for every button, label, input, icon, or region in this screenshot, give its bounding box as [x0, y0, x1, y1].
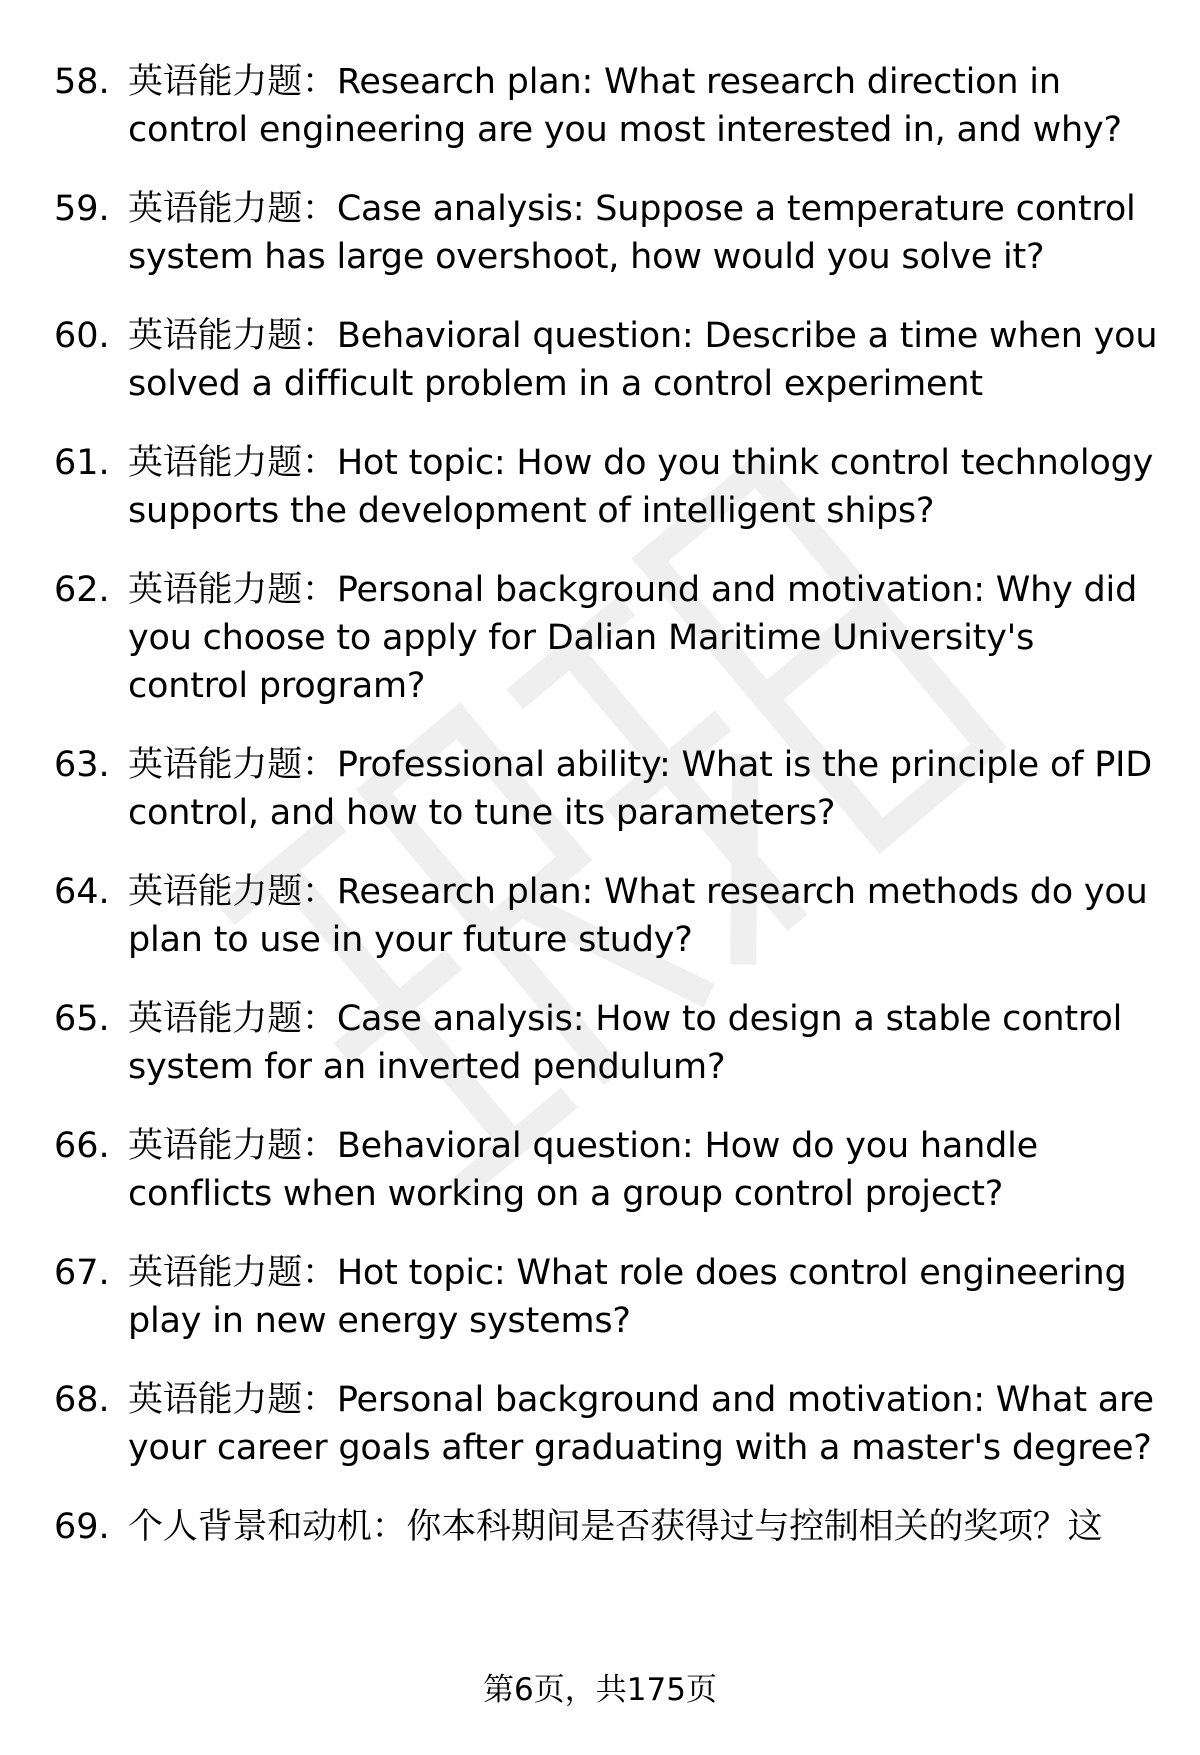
- question-list: [54, 58, 1164, 1551]
- question-item: [54, 868, 1164, 964]
- question-text: [128, 1503, 1164, 1551]
- question-prefix: 英语能力题：: [128, 1253, 337, 1293]
- question-item: [54, 312, 1164, 408]
- question-number: 62.: [54, 570, 110, 610]
- question-prefix: 英语能力题：: [128, 189, 337, 229]
- question-number: 65.: [54, 999, 110, 1039]
- question-body: Research plan: What research methods do you plan to use in your future study?: [128, 872, 1148, 960]
- question-number: 68.: [54, 1380, 110, 1420]
- question-number: 61.: [54, 443, 110, 483]
- question-number: 58.: [54, 62, 110, 102]
- question-body: Case analysis: Suppose a temperature control system has large overshoot, how would you solve it?: [128, 189, 1136, 277]
- question-body: Behavioral question: How do you handle conflicts when working on a group control project?: [128, 1126, 1039, 1214]
- page-footer: [0, 1670, 1200, 1710]
- question-item: [54, 1122, 1164, 1218]
- question-text: [128, 566, 1164, 710]
- question-text: [128, 1249, 1164, 1345]
- question-body: Hot topic: What role does control engineering play in new energy systems?: [128, 1253, 1127, 1341]
- question-body: Personal background and motivation: Why did you choose to apply for Dalian Maritime University's control program?: [128, 570, 1138, 706]
- question-text: [128, 185, 1164, 281]
- question-text: [128, 995, 1164, 1091]
- question-text: [128, 868, 1164, 964]
- question-number: 67.: [54, 1253, 110, 1293]
- question-number: 60.: [54, 316, 110, 356]
- question-prefix: 英语能力题：: [128, 745, 337, 785]
- question-prefix: 英语能力题：: [128, 443, 337, 483]
- question-item: [54, 741, 1164, 837]
- question-text: [128, 1376, 1164, 1472]
- question-text: [128, 58, 1164, 154]
- question-item: [54, 58, 1164, 154]
- question-text: [128, 1122, 1164, 1218]
- question-body: Behavioral question: Describe a time when you solved a difficult problem in a control experiment: [128, 316, 1158, 404]
- question-body: Professional ability: What is the principle of PID control, and how to tune its parameters?: [128, 745, 1152, 833]
- question-body: 个人背景和动机：你本科期间是否获得过与控制相关的奖项？这: [128, 1507, 1103, 1547]
- question-prefix: 英语能力题：: [128, 62, 337, 102]
- question-number: 69.: [54, 1507, 110, 1547]
- question-prefix: 英语能力题：: [128, 999, 337, 1039]
- question-text: [128, 439, 1164, 535]
- question-item: [54, 1376, 1164, 1472]
- question-number: 66.: [54, 1126, 110, 1166]
- question-item: [54, 1249, 1164, 1345]
- question-item: [54, 439, 1164, 535]
- question-item: [54, 1503, 1164, 1551]
- question-item: [54, 566, 1164, 710]
- question-body: Personal background and motivation: What are your career goals after graduating with a master's degree?: [128, 1380, 1154, 1468]
- question-prefix: 英语能力题：: [128, 1380, 337, 1420]
- question-prefix: 英语能力题：: [128, 1126, 337, 1166]
- page-number-label: 第6页，共175页: [483, 1672, 717, 1708]
- question-prefix: 英语能力题：: [128, 570, 337, 610]
- question-body: Case analysis: How to design a stable control system for an inverted pendulum?: [128, 999, 1123, 1087]
- question-prefix: 英语能力题：: [128, 316, 337, 356]
- question-number: 64.: [54, 872, 110, 912]
- question-body: Hot topic: How do you think control technology supports the development of intelligent ships?: [128, 443, 1154, 531]
- question-item: [54, 995, 1164, 1091]
- question-text: [128, 741, 1164, 837]
- question-number: 59.: [54, 189, 110, 229]
- question-number: 63.: [54, 745, 110, 785]
- question-text: [128, 312, 1164, 408]
- question-prefix: 英语能力题：: [128, 872, 337, 912]
- question-body: Research plan: What research direction in control engineering are you most interested in, and why?: [128, 62, 1122, 150]
- question-item: [54, 185, 1164, 281]
